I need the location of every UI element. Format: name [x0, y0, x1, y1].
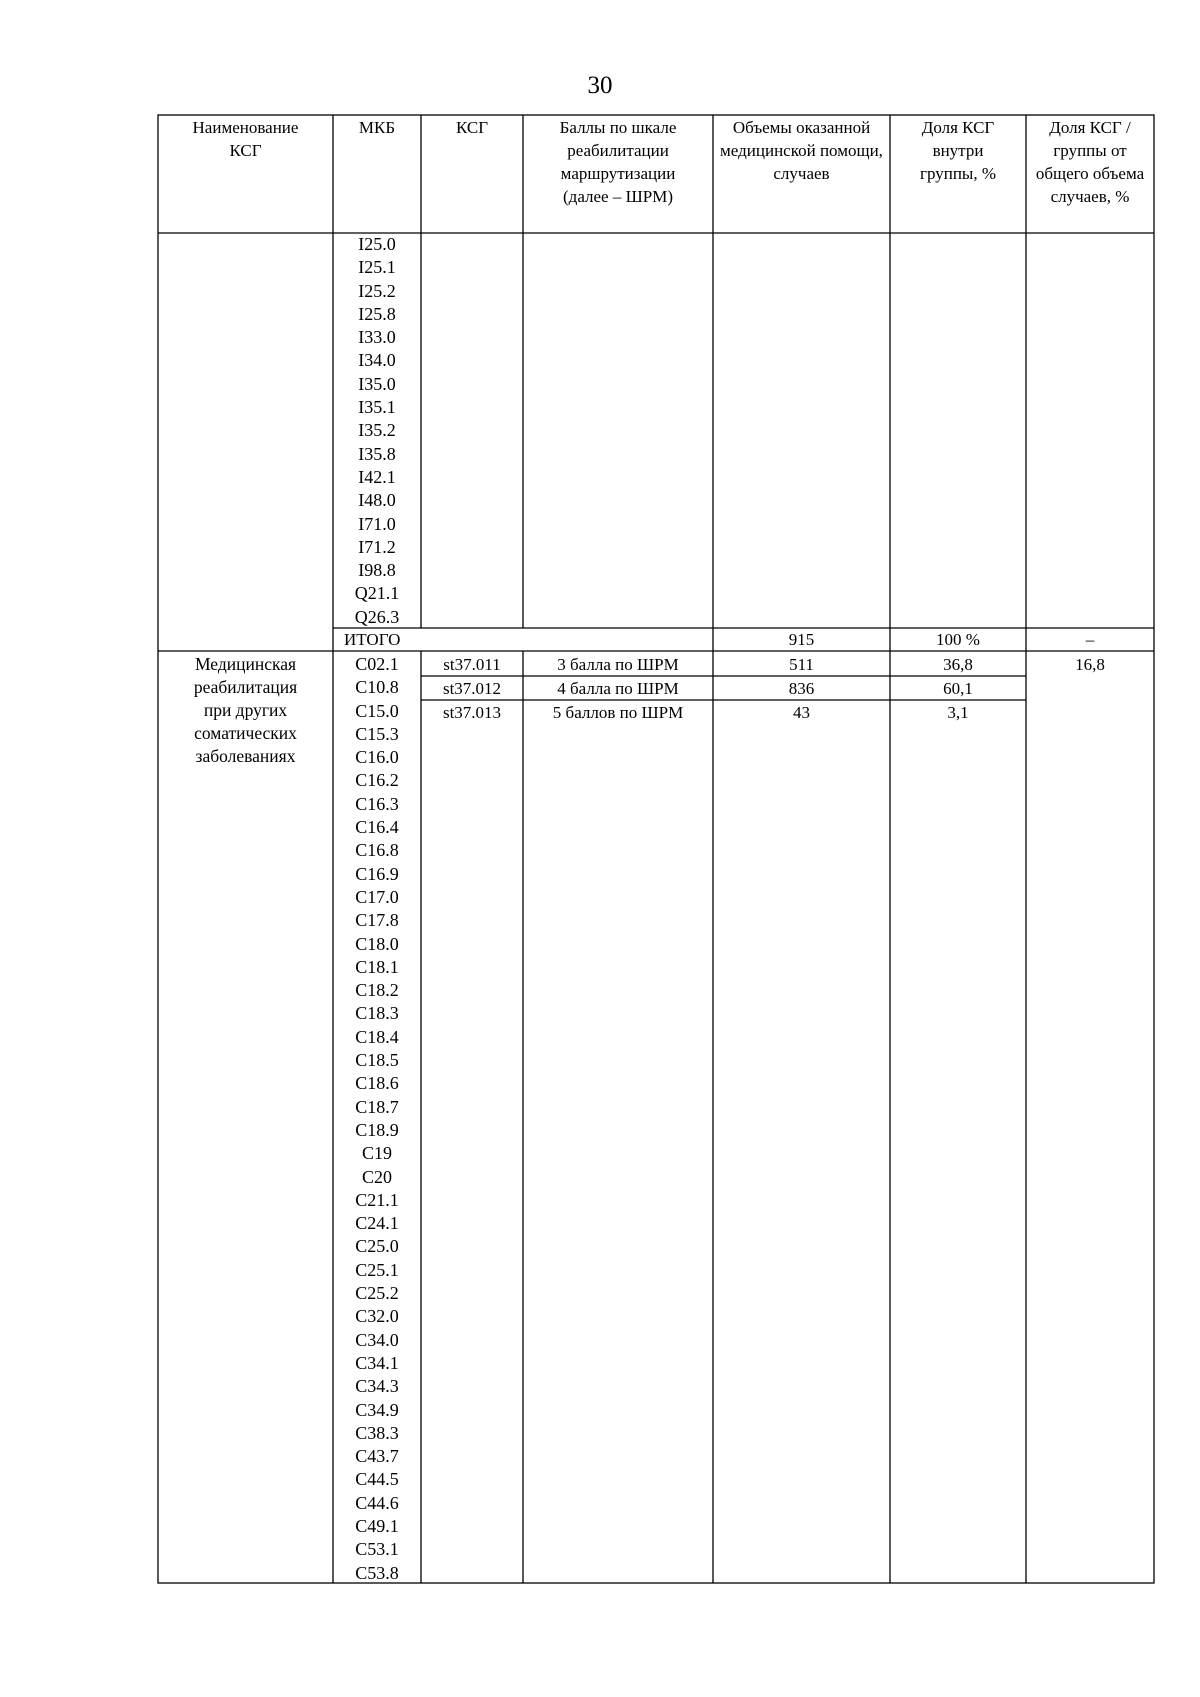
header-mkb: МКБ [358, 118, 396, 137]
mkb-code: Q21.1 [354, 583, 400, 604]
mkb-code: I25.1 [358, 257, 396, 278]
total-share-inside: 100 % [936, 630, 980, 649]
mkb-code: I35.8 [358, 443, 396, 464]
mkb-code: I42.1 [358, 466, 396, 487]
ksg-share: 36,8 [943, 655, 973, 674]
section2-share-total: 16,8 [1075, 655, 1105, 674]
mkb-code: C18.9 [355, 1119, 399, 1140]
mkb-code: C18.7 [355, 1096, 399, 1117]
mkb-code: I48.0 [358, 490, 396, 511]
mkb-code: C18.1 [355, 956, 399, 977]
ksg-score: 4 балла по ШРМ [557, 679, 679, 698]
mkb-code: I25.2 [358, 280, 396, 301]
mkb-code: C18.0 [355, 933, 399, 954]
mkb-code: C25.0 [355, 1236, 399, 1257]
mkb-code: C18.2 [355, 980, 399, 1001]
mkb-code: C25.2 [355, 1283, 399, 1304]
mkb-code: I34.0 [358, 350, 396, 371]
mkb-code: C16.2 [355, 770, 399, 791]
ksg-score: 5 баллов по ШРМ [552, 703, 684, 722]
mkb-code: C44.6 [355, 1492, 399, 1513]
mkb-code: C16.0 [355, 747, 399, 768]
ksg-volume: 43 [793, 703, 810, 722]
mkb-code: C34.1 [355, 1352, 399, 1373]
ksg-volume: 511 [789, 655, 814, 674]
mkb-code: C38.3 [355, 1422, 399, 1443]
mkb-code: C18.5 [355, 1050, 399, 1071]
mkb-code: C18.6 [355, 1073, 399, 1094]
mkb-code: C02.1 [355, 654, 399, 674]
mkb-code: C53.8 [355, 1562, 399, 1583]
mkb-code: I71.0 [358, 513, 396, 534]
mkb-code: C17.8 [355, 910, 399, 931]
mkb-code: C49.1 [355, 1515, 399, 1536]
mkb-code: C18.4 [355, 1026, 399, 1047]
mkb-code: C16.3 [355, 793, 399, 814]
mkb-code: C15.3 [355, 723, 399, 744]
mkb-code: C17.0 [355, 886, 399, 907]
mkb-codes-section1 [333, 233, 421, 629]
mkb-code: C34.0 [355, 1329, 399, 1350]
mkb-codes-section2 [333, 653, 421, 1585]
mkb-code: C19 [361, 1143, 392, 1164]
mkb-code: C16.9 [355, 863, 399, 884]
ksg-code: st37.013 [442, 703, 502, 722]
header-share-inside: Доля КСГ внутри группы, % [919, 118, 997, 183]
mkb-code: C44.5 [355, 1469, 399, 1490]
mkb-code: C34.3 [355, 1376, 399, 1397]
total-share-total: – [1085, 630, 1095, 649]
mkb-code: C43.7 [355, 1446, 399, 1467]
mkb-code: C24.1 [355, 1213, 399, 1234]
ksg-score: 3 балла по ШРМ [557, 655, 679, 674]
mkb-code: I35.0 [358, 373, 396, 394]
total-volume: 915 [788, 630, 815, 649]
mkb-code: C10.8 [355, 677, 399, 698]
total-label: ИТОГО [344, 630, 401, 649]
mkb-code: C18.3 [355, 1003, 399, 1024]
header-share-total: Доля КСГ / группы от общего объема случаев, % [1035, 118, 1145, 206]
mkb-code: C34.9 [355, 1399, 399, 1420]
ksg-code: st37.012 [442, 679, 502, 698]
section2-name: Медицинская реабилитация при других соматических заболеваниях [193, 654, 298, 766]
mkb-code: C20 [361, 1166, 392, 1187]
mkb-code: I33.0 [358, 327, 396, 348]
ksg-code: st37.011 [443, 655, 501, 674]
header-score: Баллы по шкале реабилитации маршрутизации (далее – ШРМ) [559, 118, 677, 206]
mkb-code: I25.8 [358, 303, 396, 324]
mkb-code: I71.2 [358, 536, 396, 557]
mkb-code: C16.8 [355, 840, 399, 861]
mkb-code: I25.0 [358, 234, 396, 254]
mkb-code: C32.0 [355, 1306, 399, 1327]
ksg-share: 3,1 [947, 703, 969, 722]
mkb-code: C25.1 [355, 1259, 399, 1280]
mkb-code: I35.1 [358, 397, 396, 418]
mkb-code: Q26.3 [354, 606, 400, 627]
mkb-code: C53.1 [355, 1539, 399, 1560]
header-ksg: КСГ [455, 118, 489, 137]
header-name: Наименование КСГ [192, 118, 299, 160]
mkb-code: C15.0 [355, 700, 399, 721]
page-number: 30 [587, 72, 613, 99]
ksg-share: 60,1 [943, 679, 973, 698]
mkb-code: I98.8 [358, 560, 396, 581]
header-volume: Объемы оказанной медицинской помощи, случаев [720, 118, 883, 183]
mkb-code: C21.1 [355, 1189, 399, 1210]
mkb-code: I35.2 [358, 420, 396, 441]
mkb-code: C16.4 [355, 817, 399, 838]
ksg-volume: 836 [788, 679, 815, 698]
